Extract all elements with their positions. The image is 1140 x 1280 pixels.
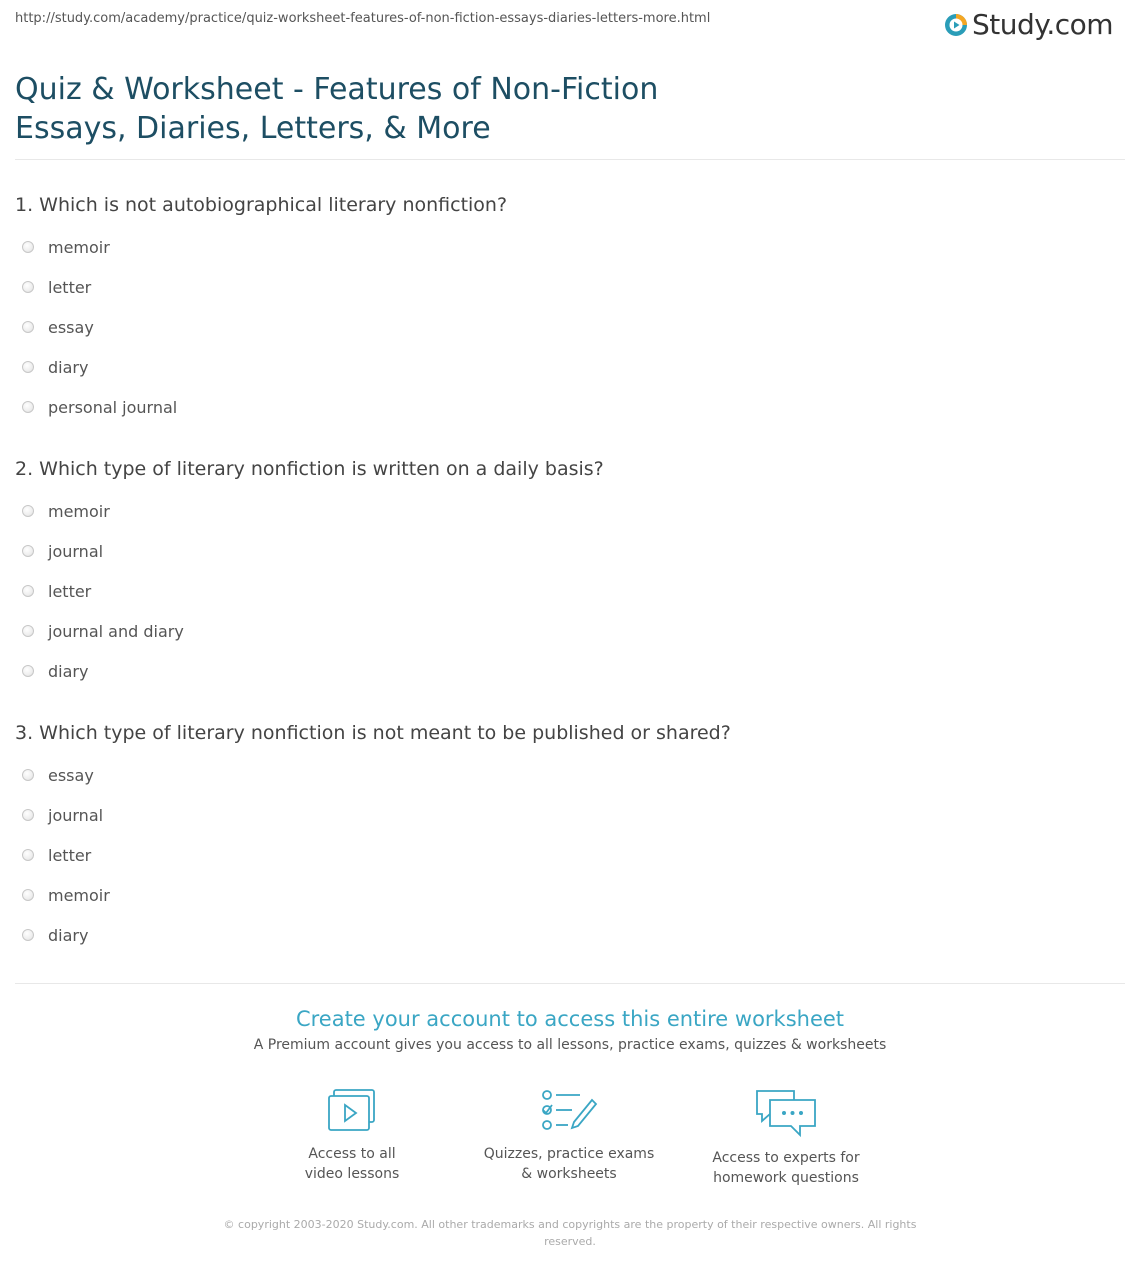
divider xyxy=(15,159,1125,160)
radio-button[interactable] xyxy=(22,545,34,557)
radio-button[interactable] xyxy=(22,665,34,677)
question-2-option-5[interactable] xyxy=(22,661,88,681)
footer-copyright xyxy=(0,1216,1140,1250)
study-logo-icon xyxy=(944,13,968,37)
question-1-option-2[interactable] xyxy=(22,277,91,297)
question-2-option-2[interactable] xyxy=(22,541,103,561)
video-lessons-icon xyxy=(326,1088,378,1134)
option-label: journal xyxy=(48,541,104,561)
question-3-option-5[interactable] xyxy=(22,925,88,945)
question-2-option-3[interactable] xyxy=(22,581,91,601)
question-3-option-4[interactable] xyxy=(22,885,110,905)
option-label: personal journal xyxy=(48,397,178,417)
radio-button[interactable] xyxy=(22,625,34,637)
radio-button[interactable] xyxy=(22,505,34,517)
question-3-title: 3. Which type of literary nonfiction is not meant to be published or shared? xyxy=(15,722,731,744)
option-label: letter xyxy=(48,581,92,601)
question-2-option-1[interactable] xyxy=(22,501,110,521)
radio-button[interactable] xyxy=(22,321,34,333)
question-1-option-1[interactable] xyxy=(22,237,110,257)
option-label: essay xyxy=(48,317,94,337)
quiz-checklist-icon xyxy=(540,1088,598,1134)
radio-button[interactable] xyxy=(22,889,34,901)
feature-experts xyxy=(686,1088,886,1188)
radio-button[interactable] xyxy=(22,361,34,373)
option-label: diary xyxy=(48,357,89,377)
feature-text: Access to all video lessons xyxy=(304,1146,400,1182)
question-1-option-3[interactable] xyxy=(22,317,94,337)
option-label: essay xyxy=(48,765,94,785)
divider xyxy=(15,983,1125,984)
radio-button[interactable] xyxy=(22,849,34,861)
radio-button[interactable] xyxy=(22,401,34,413)
option-label: memoir xyxy=(48,501,110,521)
feature-video-lessons xyxy=(252,1088,452,1184)
question-1-option-5[interactable] xyxy=(22,397,177,417)
copyright-text: © copyright 2003-2020 Study.com. All other trademarks and copyrights are the property of their respective owners. All rights reserved. xyxy=(223,1218,917,1248)
question-1-option-4[interactable] xyxy=(22,357,88,377)
radio-button[interactable] xyxy=(22,929,34,941)
radio-button[interactable] xyxy=(22,241,34,253)
option-label: memoir xyxy=(48,237,110,257)
feature-quizzes xyxy=(469,1088,669,1184)
radio-button[interactable] xyxy=(22,281,34,293)
option-label: diary xyxy=(48,661,89,681)
question-3-option-1[interactable] xyxy=(22,765,94,785)
logo-text: Study.com xyxy=(972,8,1114,41)
cta-subheading: A Premium account gives you access to all lessons, practice exams, quizzes & worksheets xyxy=(253,1037,887,1053)
feature-text: Access to experts for homework questions xyxy=(712,1150,860,1186)
page-title: Quiz & Worksheet - Features of Non-Fiction Essays, Diaries, Letters, & More xyxy=(15,72,659,146)
radio-button[interactable] xyxy=(22,809,34,821)
question-3-option-3[interactable] xyxy=(22,845,91,865)
option-label: memoir xyxy=(48,885,110,905)
chat-bubbles-icon xyxy=(754,1088,818,1138)
option-label: letter xyxy=(48,277,92,297)
question-3-option-2[interactable] xyxy=(22,805,103,825)
option-label: letter xyxy=(48,845,92,865)
option-label: diary xyxy=(48,925,89,945)
option-label: journal xyxy=(48,805,104,825)
page-url: http://study.com/academy/practice/quiz-worksheet-features-of-non-fiction-essays-diaries-letters-more.html xyxy=(15,11,711,26)
question-1-title: 1. Which is not autobiographical literary nonfiction? xyxy=(15,194,508,216)
question-2-option-4[interactable] xyxy=(22,621,184,641)
radio-button[interactable] xyxy=(22,585,34,597)
option-label: journal and diary xyxy=(48,621,184,641)
create-account-link[interactable]: Create your account to access this entire worksheet xyxy=(295,1007,845,1031)
study-logo[interactable] xyxy=(944,8,1113,41)
radio-button[interactable] xyxy=(22,769,34,781)
question-2-title: 2. Which type of literary nonfiction is written on a daily basis? xyxy=(15,458,604,480)
feature-text: Quizzes, practice exams & worksheets xyxy=(483,1146,655,1182)
